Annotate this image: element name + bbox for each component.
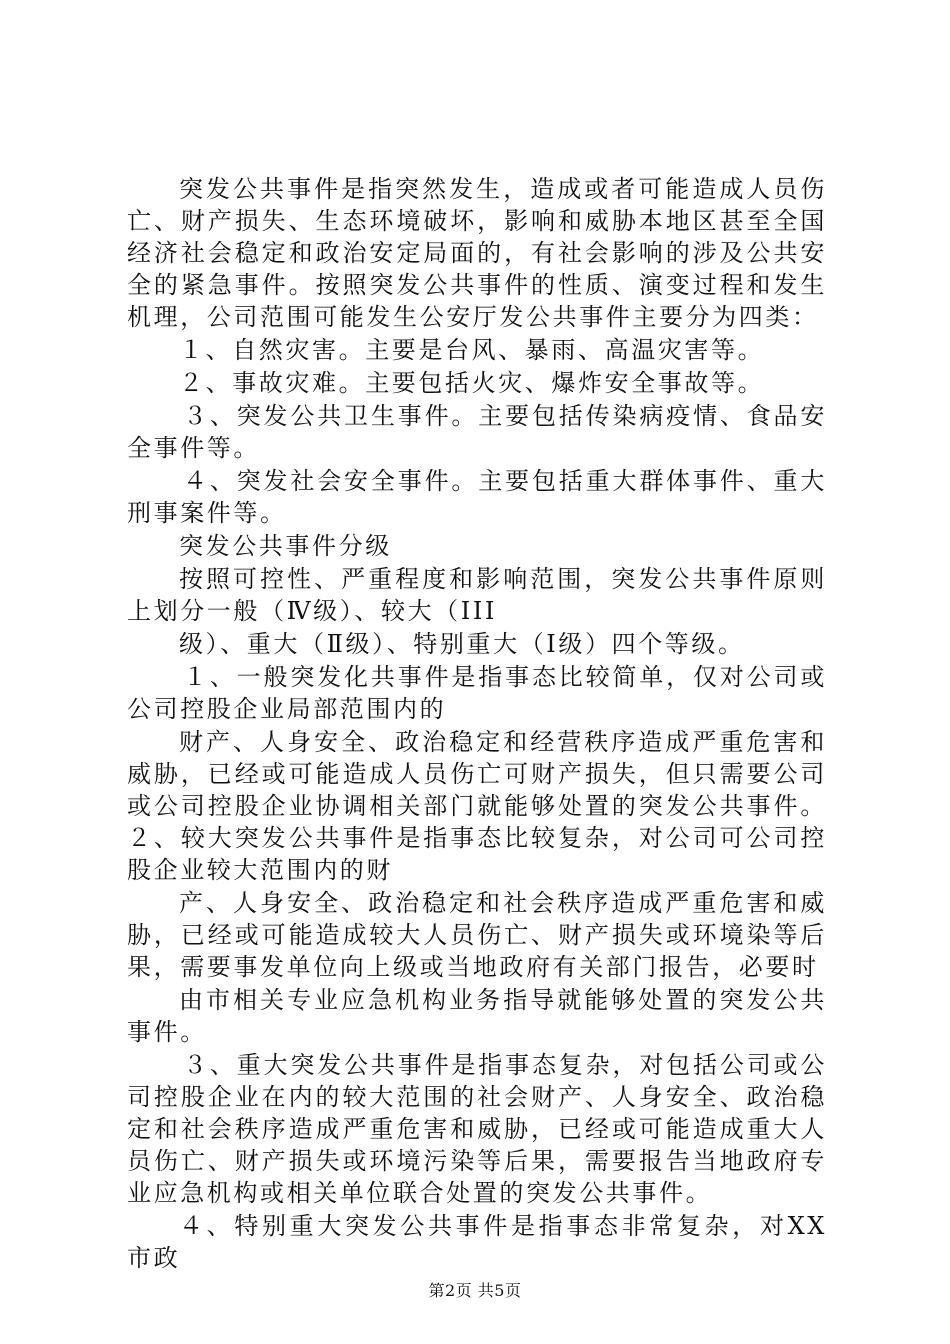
paragraph-grading-cont: 级）、重大（Ⅱ级）、特别重大（Ⅰ级）四个等级。	[179, 630, 745, 658]
paragraph-intro: 突发公共事件是指突然发生，造成或者可能造成人员伤亡、财产损失、生态环境破坏，影响和威胁本地区甚至全国经济社会稳定和政治安定局面的，有社会影响的涉及公共安全的紧急事件。按照突发公共事件的性质、演变过程和发生机理，公司范围可能发生公安厅发公共事件主要分为四类：	[127, 175, 827, 331]
document-body	[127, 173, 827, 1275]
paragraph-category-3: ３、突发公共卫生事件。主要包括传染病疫情、食品安全事件等。	[127, 402, 827, 462]
paragraph-level-major: ３、重大突发公共事件是指事态复杂，对包括公司或公司控股企业在内的较大范围的社会财产、人身安全、政治稳定和社会秩序造成严重危害和威胁，已经或可能造成重大人员伤亡、财产损失或环境污染等后果，需要报告当地政府专业应急机构或相关单位联合处置的突发公共事件。	[127, 1051, 827, 1207]
paragraph-grading: 按照可控性、严重程度和影响范围，突发公共事件原则上划分一般（Ⅳ级）、较大（III	[127, 565, 827, 625]
section-heading-grading: 突发公共事件分级	[179, 532, 392, 560]
paragraph-level-general: １、一般突发化共事件是指事态比较简单，仅对公司或公司控股企业局部范围内的	[127, 663, 827, 723]
page-footer: 第2页 共5页	[428, 1281, 522, 1300]
paragraph-category-4: ４、突发社会安全事件。主要包括重大群体事件、重大刑事案件等。	[127, 467, 827, 527]
paragraph-category-1: １、自然灾害。主要是台风、暴雨、高温灾害等。	[179, 336, 765, 364]
paragraph-level-general-cont: 财产、人身安全、政治稳定和经营秩序造成严重危害和威胁，已经或可能造成人员伤亡可财产损失，但只需要公司或公司控股企业协调相关部门就能够处置的突发公共事件。２、较大突发公共事件是指事态比较复杂，对公司可公司控股企业较大范围内的财	[127, 728, 827, 884]
paragraph-level-especially-major: ４、特别重大突发公共事件是指事态非常复杂，对XX市政	[127, 1212, 827, 1272]
paragraph-category-2: ２、事故灾难。主要包括火灾、爆炸安全事故等。	[179, 369, 765, 397]
paragraph-level-large-end: 由市相关专业应急机构业务指导就能够处置的突发公共事件。	[127, 986, 827, 1046]
paragraph-level-large-cont: 产、人身安全、政治稳定和社会秩序造成严重危害和威胁，已经或可能造成较大人员伤亡、财产损失或环境染等后果，需要事发单位向上级或当地政府有关部门报告，必要时	[127, 889, 827, 981]
